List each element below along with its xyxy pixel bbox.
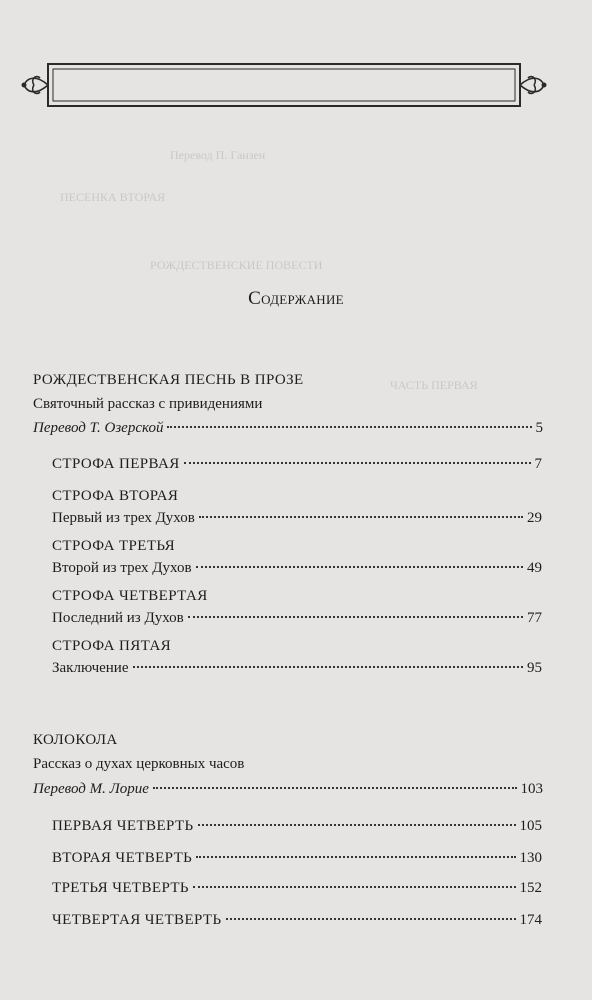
ornamental-frame [20, 58, 548, 112]
dot-leader [184, 462, 531, 464]
chapter-title: СТРОФА ТРЕТЬЯ [52, 538, 176, 554]
toc-entry-chapter[interactable] [52, 912, 542, 929]
dot-leader [226, 918, 516, 920]
toc-entry-chapter[interactable] [52, 660, 542, 677]
dot-leader [193, 886, 516, 888]
chapter-title: СТРОФА ПЯТАЯ [52, 638, 172, 654]
toc-entry-translator[interactable] [33, 781, 543, 798]
page-title: Содержание [248, 288, 344, 309]
dot-leader [199, 516, 523, 518]
chapter-subtitle: Заключение [52, 660, 129, 676]
dot-leader [133, 666, 524, 668]
page-number: 130 [519, 850, 542, 866]
page-number: 103 [520, 781, 543, 797]
page-number: 95 [527, 660, 542, 676]
page-number: 105 [519, 818, 542, 834]
page-number: 7 [534, 456, 542, 472]
page-number: 152 [519, 880, 542, 896]
page-number: 29 [527, 510, 542, 526]
page-number: 49 [527, 560, 542, 576]
chapter-title: ТРЕТЬЯ ЧЕТВЕРТЬ [52, 880, 189, 896]
chapter-subtitle: Второй из трех Духов [52, 560, 192, 576]
section-subtitle: Святочный рассказ с привидениями [33, 396, 263, 412]
toc-entry-chapter[interactable] [52, 456, 542, 473]
page-number: 174 [519, 912, 542, 928]
chapter-title: ПЕРВАЯ ЧЕТВЕРТЬ [52, 818, 194, 834]
toc-entry-chapter[interactable] [52, 818, 542, 835]
toc-entry-chapter[interactable] [52, 510, 542, 527]
toc-entry-translator[interactable] [33, 420, 543, 437]
translator-credit: Перевод Т. Озерской [33, 420, 164, 436]
chapter-title: СТРОФА ПЕРВАЯ [52, 456, 180, 472]
dot-leader [167, 426, 531, 428]
chapter-title: ВТОРАЯ ЧЕТВЕРТЬ [52, 850, 193, 866]
page-number: 5 [535, 420, 543, 436]
dot-leader [196, 566, 523, 568]
chapter-subtitle: Первый из трех Духов [52, 510, 195, 526]
section-title: КОЛОКОЛА [33, 732, 118, 748]
section-title: РОЖДЕСТВЕНСКАЯ ПЕСНЬ В ПРОЗЕ [33, 372, 304, 388]
toc-entry-chapter[interactable] [52, 560, 542, 577]
dot-leader [196, 856, 515, 858]
dot-leader [198, 824, 516, 826]
section-subtitle: Рассказ о духах церковных часов [33, 756, 245, 772]
toc-entry-chapter[interactable] [52, 610, 542, 627]
chapter-title: СТРОФА ЧЕТВЕРТАЯ [52, 588, 208, 604]
dot-leader [153, 787, 517, 789]
chapter-subtitle: Последний из Духов [52, 610, 184, 626]
page-number: 77 [527, 610, 542, 626]
dot-leader [188, 616, 523, 618]
chapter-title: СТРОФА ВТОРАЯ [52, 488, 179, 504]
toc-entry-chapter[interactable] [52, 880, 542, 897]
chapter-title: ЧЕТВЕРТАЯ ЧЕТВЕРТЬ [52, 912, 222, 928]
translator-credit: Перевод М. Лорие [33, 781, 149, 797]
toc-entry-chapter[interactable] [52, 850, 542, 867]
